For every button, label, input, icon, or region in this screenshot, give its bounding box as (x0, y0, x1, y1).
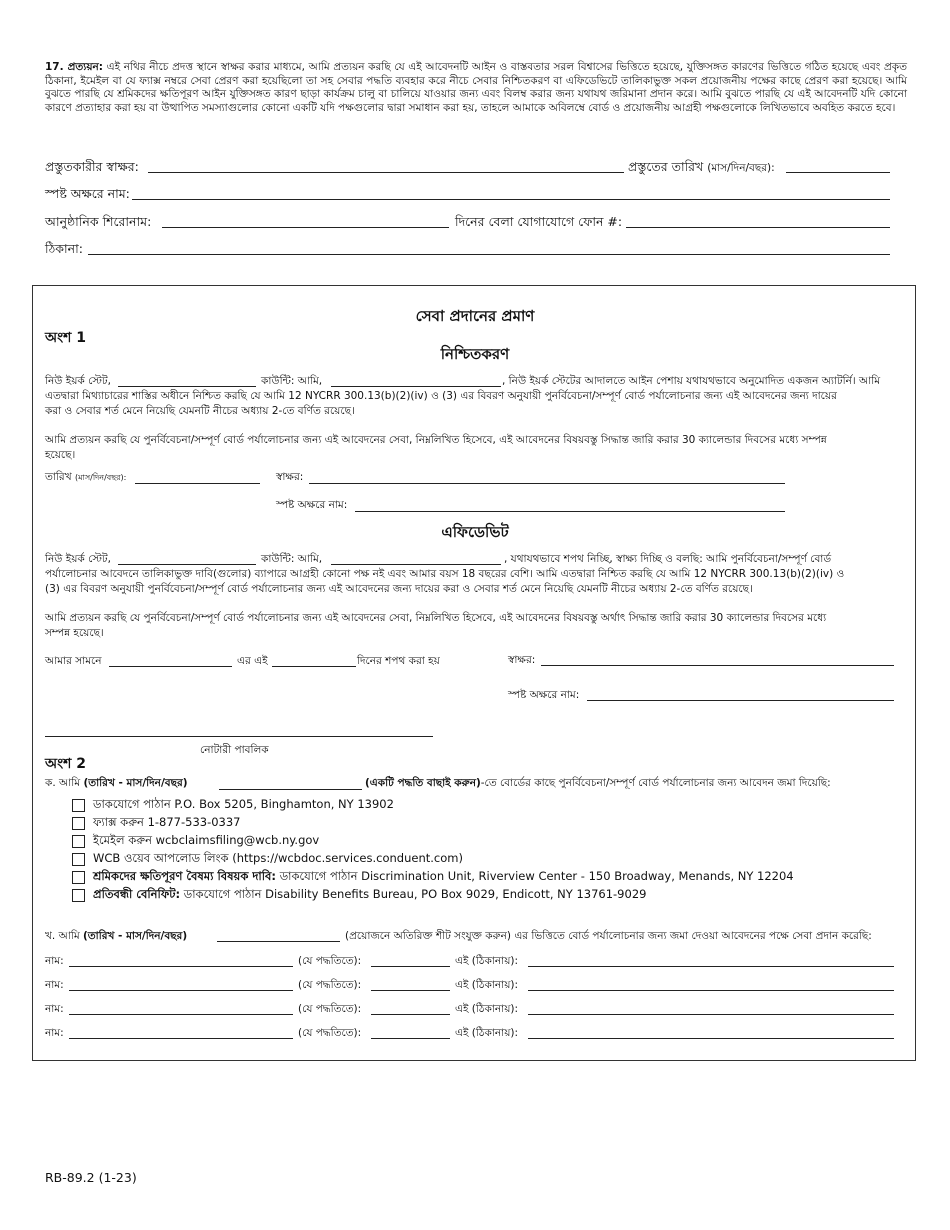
conf-attorney-name-field[interactable] (331, 386, 501, 387)
service-name-label: নাম: (45, 1003, 64, 1015)
service-name-field[interactable] (69, 1038, 293, 1039)
service-method-field[interactable] (371, 966, 450, 967)
conf-print-name-label: স্পষ্ট অক্ষরে নাম: (276, 499, 348, 511)
formal-title-label: আনুষ্ঠানিক শিরোনাম: (45, 214, 152, 229)
part2-a-date-field[interactable] (219, 789, 362, 790)
conf-date-field[interactable] (135, 483, 260, 484)
proof-of-service-title: সেবা প্রদানের প্রমাণ (415, 307, 535, 325)
print-name-label: স্পষ্ট অক্ষরে নাম: (45, 186, 130, 201)
aff-state-label: নিউ ইয়র্ক স্টেট, (45, 553, 111, 565)
conf-county-label: কাউন্টি: আমি, (261, 375, 323, 387)
prep-date-label: প্রস্তুতের তারিখ (মাস/দিন/বছর): (628, 159, 775, 174)
conf-state-label: নিউ ইয়র্ক স্টেট, (45, 375, 111, 387)
filing-method-checkbox[interactable] (72, 853, 85, 866)
service-name-field[interactable] (69, 990, 293, 991)
aff-name-field[interactable] (331, 564, 501, 565)
certification-text: এই নথির নীচে প্রদত্ত স্থানে স্বাক্ষর করার মাধ্যমে, আমি প্রত্যয়ন করছি যে এই আবেদনটি আইন ও বাস্তবতার সরল বিশ্বাসের ভিত্তিতে হয়েছে, যুক্তিসঙ্গত কারণের ভিত্তিতে গঠিত হয়েছে এবং প্রকৃত ঠিকানা, ইমেইল বা যে ফ্যাক্স নম্বরে সেবা প্রেরণ করা হয়েছিলো তা সহ সেবার পদ্ধতি ব্যবহার করে নীচে সেবার নিশ্চিতকরণ বা এফিডেভিটে তালিকাভুক্ত সকল প্রয়োজনীয় পক্ষের কাছে প্রেরণ করা হয়েছে। আমি বুঝতে পারছি যে শ্রমিকদের ক্ষতিপূরণ আইন যুক্তিসঙ্গত কারণ ছাড়া কার্যক্রম চালু বা চালিয়ে যাওয়ার জন্য এবং বিলম্ব করার জন্য যথাযথ জরিমানা প্রদান করে। আমি বুঝতে পারছি যে এই আবেদনটি যদি কোনো কারণে প্রত্যাহার করা হয় বা উত্থাপিত সমস্যাগুলোর কোনো একটি যদি পক্ষগুলোর দ্বারা সমাধান করা হয়, তাহলে আমাকে অবিলম্বে বোর্ড ও প্রয়োজনীয় আগ্রহী পক্ষগুলোকে লিখিতভাবে অবহিত করতে হবে। (45, 61, 908, 114)
daytime-phone-field[interactable] (626, 227, 890, 228)
conf-cert-line1: আমি প্রত্যয়ন করছি যে পুনর্বিবেচনা/সম্পূর্ণ বোর্ড পর্যালোচনার জন্য এই আবেদনের সেবা, নিম্নলিখিত হিসেবে, এই আবেদনের বিষয়বস্তু সিদ্ধান্ত জারি করার 30 ক্যালেন্ডার দিবসের মধ্যে সম্পন্ন (45, 434, 827, 446)
service-name-field[interactable] (69, 1014, 293, 1015)
service-name-label: নাম: (45, 979, 64, 991)
certification-label: 17. প্রত্যয়ন: (45, 61, 103, 73)
address-field[interactable] (88, 254, 890, 255)
conf-print-name-field[interactable] (355, 511, 785, 512)
filing-method-checkbox[interactable] (72, 799, 85, 812)
part1-heading: অংশ 1 (45, 330, 87, 346)
filing-method-checkbox[interactable] (72, 835, 85, 848)
part2-a-line: ক. আমি (তারিখ - মাস/দিন/বছর) (45, 777, 188, 789)
part2-b-suffix: (প্রয়োজনে অতিরিক্ত শীট সংযুক্ত করুন) এর ভিত্তিতে বোর্ড পর্যালোচনার জন্য জমা দেওয়া আবেদনের পক্ষে সেবা প্রদান করেছি: (345, 930, 872, 942)
aff-county-label: কাউন্টি: আমি, (261, 553, 323, 565)
sworn-day-label: দিনের শপথ করা হয় (357, 655, 440, 667)
filing-method-checkbox[interactable] (72, 817, 85, 830)
service-name-label: নাম: (45, 1027, 64, 1039)
service-address-field[interactable] (528, 990, 894, 991)
filing-method-label: ডাকযোগে পাঠান P.O. Box 5205, Binghamton, NY 13902 (93, 797, 394, 811)
aff-text-line3: (3) এর বিবরণ অনুযায়ী পুনর্বিবেচনা/সম্পূর্ণ বোর্ড পর্যালোচনার জন্য এই আবেদনের জন্য দায়ের করা ও সেবার শর্ত মেনে নিয়েছি যেমনটি নীচের অধ্যায় 2-তে বর্ণিত রয়েছে। (45, 583, 753, 595)
filing-method-label: ইমেইল করুন wcbclaimsfiling@wcb.ny.gov (93, 833, 320, 847)
conf-date-label: তারিখ (মাস/দিন/বছর): (45, 471, 127, 483)
service-address-field[interactable] (528, 1014, 894, 1015)
conf-signature-label: স্বাক্ষর: (276, 471, 304, 483)
part2-heading: অংশ 2 (45, 756, 87, 772)
service-method-field[interactable] (371, 990, 450, 991)
conf-text-line2: এতদ্বারা মিথ্যাচারের শাস্তির অধীনে নিশ্চিত করছি যে আমি 12 NYCRR 300.13(b)(2)(iv) ও (3) এর বিবরণ অনুযায়ী পুনর্বিবেচনা/সম্পূর্ণ বোর্ড পর্যালোচনার জন্য এই আবেদনের জন্য দায়ের (45, 390, 837, 402)
service-address-field[interactable] (528, 1038, 894, 1039)
filing-method-checkbox[interactable] (72, 871, 85, 884)
service-address-field[interactable] (528, 966, 894, 967)
notary-signature-field[interactable] (45, 736, 433, 737)
part2-a-suffix: (একটি পদ্ধতি বাছাই করুন)-তে বোর্ডের কাছে পুনর্বিবেচনা/সম্পূর্ণ বোর্ড পর্যালোচনার জন্য আবেদন জমা দিয়েছি: (365, 777, 831, 789)
service-address-label: এই (ঠিকানায়): (455, 1027, 519, 1039)
affidavit-title: এফিডেভিট (441, 523, 509, 541)
conf-text-line3: করা ও সেবার শর্ত মেনে নিয়েছি যেমনটি নীচের অধ্যায় 2-তে বর্ণিত রয়েছে। (45, 405, 355, 417)
aff-cert-line2: সম্পন্ন হয়েছে। (45, 627, 104, 639)
aff-state-field[interactable] (118, 564, 256, 565)
service-method-field[interactable] (371, 1038, 450, 1039)
aff-cert-line1: আমি প্রত্যয়ন করছি যে পুনর্বিবেচনা/সম্পূর্ণ বোর্ড পর্যালোচনার জন্য এই আবেদনের সেবা, নিম্নলিখিত হিসেবে, এই আবেদনের বিষয়বস্তু অর্থাৎ সিদ্ধান্ত জারি করার 30 ক্যালেন্ডার দিবসের মধ্যে (45, 612, 827, 624)
service-address-label: এই (ঠিকানায়): (455, 955, 519, 967)
service-method-label: (যে পদ্ধতিতে): (298, 955, 362, 967)
form-id: RB-89.2 (1-23) (45, 1170, 137, 1185)
notary-label: নোটারী পাবলিক (200, 744, 269, 756)
sworn-day-field[interactable] (272, 666, 356, 667)
filing-method-label: প্রতিবন্ধী বেনিফিট: ডাকযোগে পাঠান Disability Benefits Bureau, PO Box 9029, Endicott, NY 13761-9029 (93, 887, 647, 901)
formal-title-field[interactable] (162, 227, 449, 228)
filing-method-checkbox[interactable] (72, 889, 85, 902)
service-address-label: এই (ঠিকানায়): (455, 979, 519, 991)
address-label: ঠিকানা: (45, 241, 83, 256)
aff-print-name-field[interactable] (587, 700, 894, 701)
preparer-signature-field[interactable] (148, 172, 624, 173)
part2-b-line: খ. আমি (তারিখ - মাস/দিন/বছর) (45, 930, 188, 942)
conf-cert-line2: হয়েছে। (45, 449, 76, 461)
aff-signature-label: স্বাক্ষর: (508, 654, 536, 666)
aff-text-line2: পর্যালোচনার আবেদনে তালিকাভুক্ত দাবি(গুলোর) ব্যাপারে আগ্রহী কোনো পক্ষ নই এবং আমার বয়স 18 বছরের বেশি। আমি এতদ্বারা নিশ্চিত করছি যে আমি 12 NYCRR 300.13(b)(2)(iv) ও (45, 568, 845, 580)
filing-method-label: ফ্যাক্স করুন 1-877-533-0337 (93, 815, 241, 829)
conf-text-line1: , নিউ ইয়র্ক স্টেটের আদালতে আইন পেশায় যথাযথভাবে অনুমোদিত একজন অ্যাটর্নি। আমি (502, 375, 881, 387)
service-address-label: এই (ঠিকানায়): (455, 1003, 519, 1015)
preparer-signature-label: প্রস্তুতকারীর স্বাক্ষর: (45, 159, 139, 174)
confirmation-title: নিশ্চিতকরণ (440, 345, 510, 363)
filing-method-label: শ্রমিকদের ক্ষতিপূরণ বৈষম্য বিষয়ক দাবি: ডাকযোগে পাঠান Discrimination Unit, Riverview Center - 150 Broadway, Menands, NY 12204 (93, 869, 794, 883)
prep-date-field[interactable] (786, 172, 890, 173)
conf-signature-field[interactable] (309, 483, 785, 484)
certification-paragraph (45, 61, 907, 115)
part2-b-date-field[interactable] (217, 941, 340, 942)
filing-method-label: WCB ওয়েব আপলোড লিংক (https://wcbdoc.services.conduent.com) (93, 851, 463, 865)
sworn-before-field[interactable] (109, 666, 232, 667)
conf-state-field[interactable] (118, 386, 256, 387)
service-name-label: নাম: (45, 955, 64, 967)
sworn-before-label: আমার সামনে (45, 655, 102, 667)
service-method-label: (যে পদ্ধতিতে): (298, 979, 362, 991)
sworn-this-label: এর এই (237, 655, 268, 667)
aff-print-name-label: স্পষ্ট অক্ষরে নাম: (508, 689, 580, 701)
service-name-field[interactable] (69, 966, 293, 967)
daytime-phone-label: দিনের বেলা যোগাযোগে ফোন #: (455, 214, 623, 229)
service-method-label: (যে পদ্ধতিতে): (298, 1003, 362, 1015)
service-method-label: (যে পদ্ধতিতে): (298, 1027, 362, 1039)
aff-signature-field[interactable] (541, 665, 894, 666)
service-method-field[interactable] (371, 1014, 450, 1015)
print-name-field[interactable] (132, 199, 890, 200)
aff-text-line1: , যথাযথভাবে শপথ নিচ্ছি, স্বাক্ষ্য দিচ্ছি ও বলছি: আমি পুনর্বিবেচনা/সম্পূর্ণ বোর্ড (504, 553, 832, 565)
